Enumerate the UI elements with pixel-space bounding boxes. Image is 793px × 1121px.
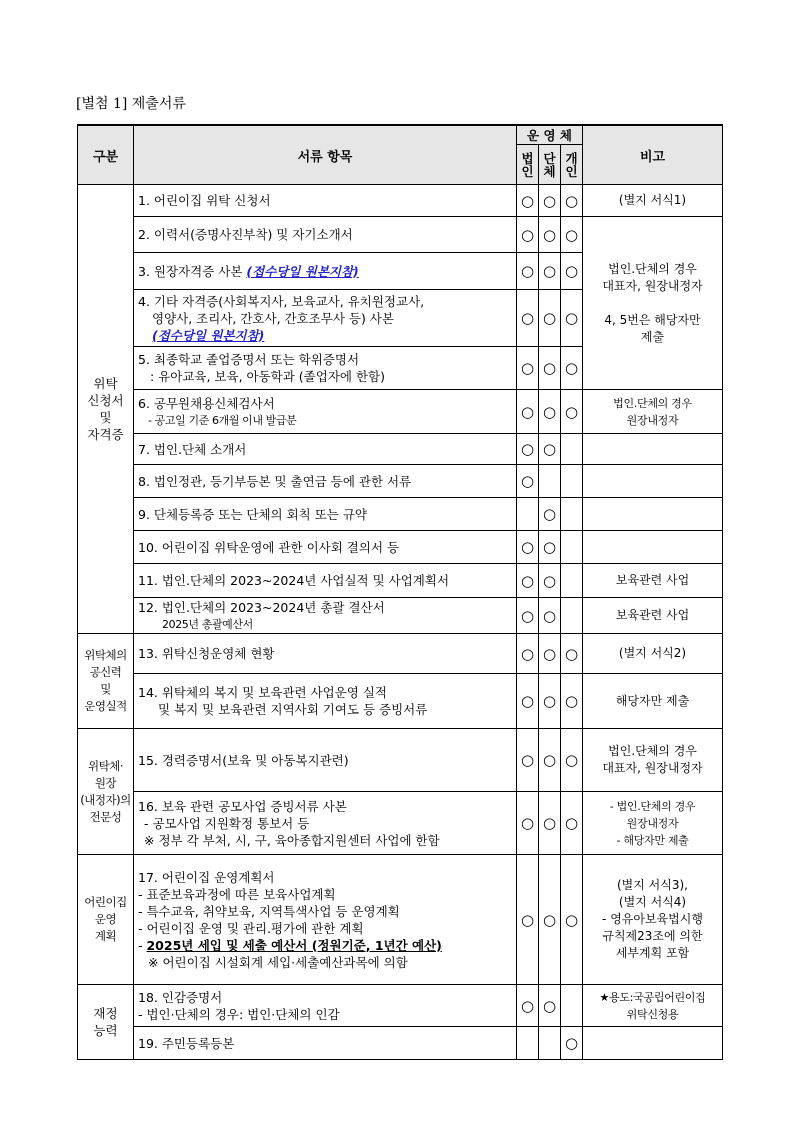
remark-cell: ★용도:국공립어린이집 위탁신청용 (583, 985, 723, 1027)
remark-cell (583, 498, 723, 531)
header-entity-group: 단체 (543, 150, 556, 179)
mark-group: ○ (539, 498, 561, 531)
table-row (78, 985, 723, 1027)
remark-cell: 해당자만 제출 (583, 674, 723, 729)
mark-corporation: ○ (517, 598, 539, 634)
table-row (78, 434, 723, 465)
mark-corporation (517, 498, 539, 531)
mark-group (539, 465, 561, 498)
mark-corporation: ○ (517, 564, 539, 598)
item-cell: 11. 법인.단체의 2023~2024년 사업실적 및 사업계획서 (134, 564, 517, 598)
item-cell: 14. 위탁체의 복지 및 보육관련 사업운영 실적 및 복지 및 보육관련 지역사회 기여도 등 증빙서류 (134, 674, 517, 729)
remark-cell: 법인.단체의 경우 원장내정자 (583, 390, 723, 434)
mark-corporation: ○ (517, 390, 539, 434)
mark-group: ○ (539, 564, 561, 598)
mark-individual: ○ (561, 634, 583, 674)
mark-corporation: ○ (517, 855, 539, 985)
mark-individual: ○ (561, 729, 583, 792)
mark-group (539, 1027, 561, 1060)
header-entity-group: 운 영 체 (517, 125, 583, 145)
header-item: 서류 항목 (134, 125, 517, 185)
mark-corporation: ○ (517, 253, 539, 290)
mark-group: ○ (539, 253, 561, 290)
table-row (78, 792, 723, 855)
mark-group: ○ (539, 855, 561, 985)
mark-group: ○ (539, 729, 561, 792)
mark-corporation: ○ (517, 290, 539, 347)
mark-individual: ○ (561, 185, 583, 217)
mark-group: ○ (539, 434, 561, 465)
mark-individual: ○ (561, 674, 583, 729)
mark-individual: ○ (561, 347, 583, 390)
mark-group: ○ (539, 290, 561, 347)
item-cell: 12. 법인.단체의 2023~2024년 총괄 결산서 2025년 총괄예산서 (134, 598, 517, 634)
table-row (78, 498, 723, 531)
mark-group: ○ (539, 185, 561, 217)
mark-group: ○ (539, 217, 561, 253)
header-entity-corporation: 법인 (521, 150, 534, 179)
mark-corporation: ○ (517, 792, 539, 855)
table-row (78, 1027, 723, 1060)
mark-group: ○ (539, 985, 561, 1027)
item-cell: 1. 어린이집 위탁 신청서 (134, 185, 517, 217)
item-cell: 9. 단체등록증 또는 단체의 회칙 또는 규약 (134, 498, 517, 531)
item-cell: 16. 보육 관련 공모사업 증빙서류 사본 - 공모사업 지원확정 통보서 등 ※ 정부 각 부처, 시, 구, 육아종합지원센터 사업에 한함 (134, 792, 517, 855)
category-cell: 위탁체· 원장 (내정자)의 전문성 (78, 729, 134, 855)
remark-cell: 보육관련 사업 (583, 564, 723, 598)
table-row (78, 729, 723, 792)
mark-individual (561, 531, 583, 564)
mark-individual: ○ (561, 290, 583, 347)
table-row (78, 674, 723, 729)
mark-individual: ○ (561, 855, 583, 985)
mark-group: ○ (539, 674, 561, 729)
remark-cell: 법인.단체의 경우 대표자, 원장내정자 4, 5번은 해당자만 제출 (583, 217, 723, 390)
item-cell: 10. 어린이집 위탁운영에 관한 이사회 결의서 등 (134, 531, 517, 564)
mark-individual: ○ (561, 217, 583, 253)
mark-group: ○ (539, 531, 561, 564)
item-cell: 4. 기타 자격증(사회복지사, 보육교사, 유치원정교사, 영양사, 조리사, 간호사, 간호조무사 등) 사본 (접수당일 원본지참) (134, 290, 517, 347)
mark-corporation: ○ (517, 729, 539, 792)
header-remark: 비고 (583, 125, 723, 185)
mark-individual (561, 598, 583, 634)
category-cell: 재정 능력 (78, 985, 134, 1060)
mark-corporation: ○ (517, 465, 539, 498)
item-cell: 19. 주민등록등본 (134, 1027, 517, 1060)
remark-cell: (별지 서식2) (583, 634, 723, 674)
mark-corporation (517, 1027, 539, 1060)
mark-corporation: ○ (517, 217, 539, 253)
mark-corporation: ○ (517, 434, 539, 465)
remark-cell (583, 531, 723, 564)
header-category: 구분 (78, 125, 134, 185)
mark-individual (561, 498, 583, 531)
remark-cell: (별지 서식3), (별지 서식4) - 영유아보육법시행 규칙제23조에 의한 세부계획 포함 (583, 855, 723, 985)
mark-corporation: ○ (517, 985, 539, 1027)
item-cell: 5. 최종학교 졸업증명서 또는 학위증명서 : 유아교육, 보육, 아동학과 (졸업자에 한함) (134, 347, 517, 390)
mark-individual (561, 985, 583, 1027)
remark-cell (583, 465, 723, 498)
table-row (78, 855, 723, 985)
table-row (78, 185, 723, 217)
mark-corporation: ○ (517, 531, 539, 564)
mark-individual: ○ (561, 253, 583, 290)
item-cell: 7. 법인.단체 소개서 (134, 434, 517, 465)
mark-group: ○ (539, 792, 561, 855)
item-cell: 6. 공무원채용신체검사서 - 공고일 기준 6개월 이내 발급분 (134, 390, 517, 434)
item-cell: 2. 이력서(증명사진부착) 및 자기소개서 (134, 217, 517, 253)
table-row (78, 634, 723, 674)
mark-corporation: ○ (517, 634, 539, 674)
item-cell: 18. 인감증명서 - 법인·단체의 경우: 법인·단체의 인감 (134, 985, 517, 1027)
page-title: [별첨 1] 제출서류 (76, 96, 186, 112)
mark-individual (561, 434, 583, 465)
table-row (78, 598, 723, 634)
mark-individual: ○ (561, 390, 583, 434)
remark-cell: 보육관련 사업 (583, 598, 723, 634)
mark-group: ○ (539, 390, 561, 434)
table-row (78, 465, 723, 498)
category-cell: 어린이집 운영 계획 (78, 855, 134, 985)
remark-cell (583, 434, 723, 465)
table-row (78, 531, 723, 564)
mark-individual (561, 465, 583, 498)
item-cell: 15. 경력증명서(보육 및 아동복지관련) (134, 729, 517, 792)
remark-cell: 법인.단체의 경우 대표자, 원장내정자 (583, 729, 723, 792)
item-cell: 3. 원장자격증 사본 (접수당일 원본지참) (134, 253, 517, 290)
item-cell: 17. 어린이집 운영계획서 - 표준보육과정에 따른 보육사업계획 - 특수교육, 취약보육, 지역특색사업 등 운영계획 - 어린이집 운영 및 관리.평가에 관한 계획 - 2025년 세입 및 세출 예산서 (정원기준, 1년간 예산) ※ 어린이집 시설회계 세입·세출예산과목에 의함 (134, 855, 517, 985)
mark-corporation: ○ (517, 347, 539, 390)
mark-group: ○ (539, 598, 561, 634)
mark-individual: ○ (561, 792, 583, 855)
table-row (78, 217, 723, 253)
mark-group: ○ (539, 634, 561, 674)
mark-corporation: ○ (517, 674, 539, 729)
category-cell: 위탁체의 공신력 및 운영실적 (78, 634, 134, 729)
mark-group: ○ (539, 347, 561, 390)
header-entity-individual: 개인 (565, 150, 578, 179)
table-row (78, 564, 723, 598)
item-cell: 13. 위탁신청운영체 현황 (134, 634, 517, 674)
mark-individual (561, 564, 583, 598)
mark-individual: ○ (561, 1027, 583, 1060)
remark-cell (583, 1027, 723, 1060)
table-row (78, 390, 723, 434)
item-cell: 8. 법인정관, 등기부등본 및 출연금 등에 관한 서류 (134, 465, 517, 498)
mark-corporation: ○ (517, 185, 539, 217)
category-cell: 위탁 신청서 및 자격증 (78, 185, 134, 634)
remark-cell: (별지 서식1) (583, 185, 723, 217)
remark-cell: - 법인.단체의 경우 원장내정자 - 해당자만 제출 (583, 792, 723, 855)
document-table (77, 124, 723, 1060)
